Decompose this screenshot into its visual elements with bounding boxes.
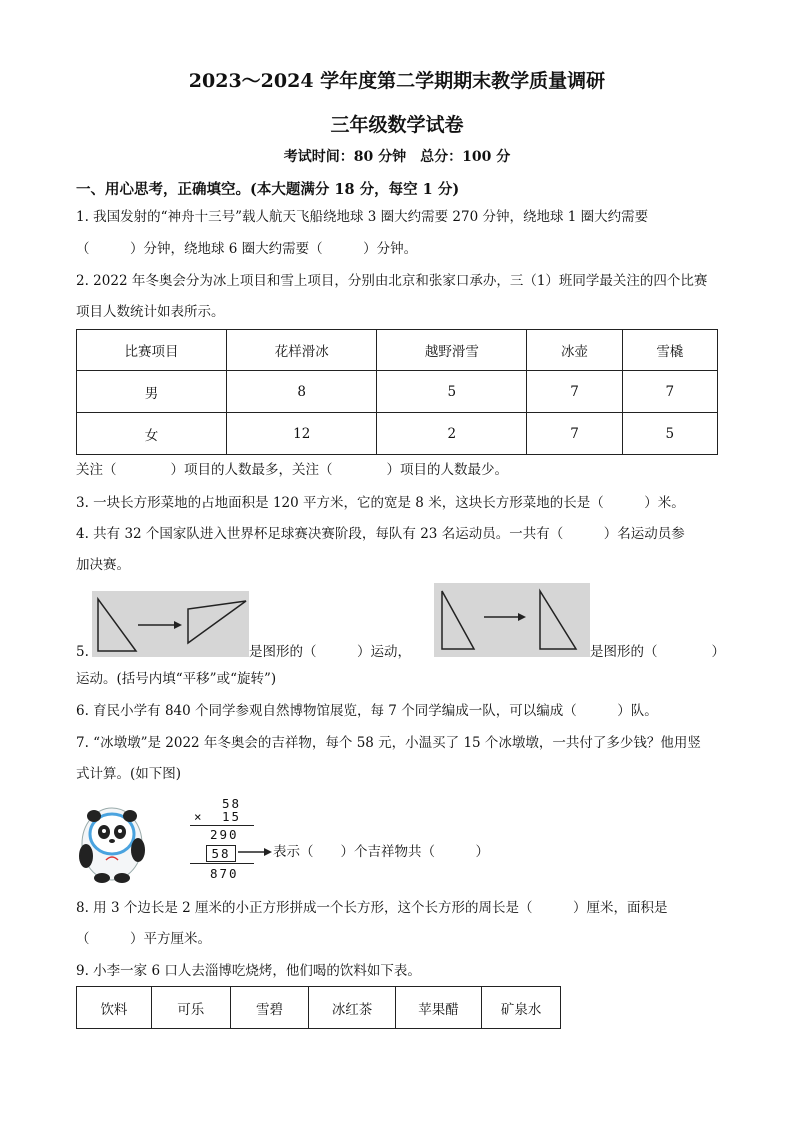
- q5-mid2: 是图形的（ ）: [590, 644, 725, 660]
- table-cell: 12: [227, 413, 377, 455]
- table-header-cell: 越野滑雪: [377, 330, 527, 371]
- multiplier: 15: [222, 809, 242, 824]
- table-header-cell: 雪橇: [622, 330, 717, 371]
- table-cell: 7: [527, 413, 622, 455]
- table-row: [77, 413, 718, 455]
- q7-line1: 7. “冰墩墩”是 2022 年冬奥会的吉祥物，每个 58 元，小温买了 15 个冰墩墩，一共付了多少钱？他用竖: [76, 735, 701, 751]
- partial-product-1: 290: [210, 827, 239, 842]
- table-header-cell: 冰红茶: [309, 987, 395, 1029]
- translation-figure-icon: [434, 583, 590, 657]
- q5-mid1: 是图形的（ ）运动，: [249, 644, 411, 660]
- calc-divider: [190, 825, 254, 826]
- translation-photo: [434, 583, 590, 657]
- section-heading: 一、用心思考，正确填空。(本大题满分 18 分，每空 1 分): [76, 181, 460, 198]
- table-header-cell: 苹果醋: [395, 987, 481, 1029]
- q6-line1: 6. 育民小学有 840 个同学参观自然博物馆展览，每 7 个同学编成一队，可以编成（ ）队。: [76, 703, 658, 719]
- q4-line2: 加决赛。: [76, 557, 130, 573]
- q9-line1: 9. 小李一家 6 口人去淄博吃烧烤，他们喝的饮料如下表。: [76, 963, 421, 979]
- drinks-table: [76, 986, 561, 1029]
- table-header-cell: 比赛项目: [77, 330, 227, 371]
- sports-table: [76, 329, 718, 455]
- q7-note: 表示（ ）个吉祥物共（ ）: [273, 844, 489, 860]
- table-cell: 8: [227, 371, 377, 413]
- mascot-icon: [72, 796, 152, 884]
- table-header-cell: 冰壶: [527, 330, 622, 371]
- table-cell: 5: [622, 413, 717, 455]
- q5-line2: 运动。(括号内填“平移”或“旋转”): [76, 671, 277, 687]
- table-cell: 男: [77, 371, 227, 413]
- table-header-cell: 可乐: [151, 987, 230, 1029]
- q8-line1: 8. 用 3 个边长是 2 厘米的小正方形拼成一个长方形，这个长方形的周长是（ ）厘米，面积是: [76, 900, 668, 916]
- q3-line1: 3. 一块长方形菜地的占地面积是 120 平方米，它的宽是 8 米，这块长方形菜地的长是（ ）米。: [76, 495, 685, 511]
- table-row: [77, 987, 561, 1029]
- table-row: [77, 371, 718, 413]
- rotation-figure-icon: [92, 591, 249, 657]
- q2-line2: 项目人数统计如表所示。: [76, 304, 225, 320]
- table-header-cell: 雪碧: [230, 987, 309, 1029]
- q1-line2: （ ）分钟，绕地球 6 圈大约需要（ ）分钟。: [76, 241, 418, 257]
- arrow-right-icon: [238, 846, 272, 858]
- table-cell: 7: [622, 371, 717, 413]
- vertical-multiplication: [188, 796, 308, 882]
- multiply-sign: ×: [194, 809, 202, 824]
- rotation-photo: [92, 591, 249, 657]
- exam-title: 2023～2024 学年度第二学期期末教学质量调研: [188, 70, 606, 92]
- table-cell: 7: [527, 371, 622, 413]
- exam-info: 考试时间：80 分钟 总分：100 分: [283, 149, 511, 165]
- table-header-cell: 矿泉水: [482, 987, 561, 1029]
- table-header-cell: 饮料: [77, 987, 152, 1029]
- q7-line2: 式计算。(如下图): [76, 766, 182, 782]
- table-cell: 5: [377, 371, 527, 413]
- q5-prefix: 5.: [76, 644, 89, 660]
- q1-line1: 1. 我国发射的“神舟十三号”载人航天飞船绕地球 3 圈大约需要 270 分钟，绕地球 1 圈大约需要: [76, 209, 649, 225]
- calc-divider: [190, 863, 254, 864]
- q4-line1: 4. 共有 32 个国家队进入世界杯足球赛决赛阶段，每队有 23 名运动员。一共有（ ）名运动员参: [76, 526, 685, 542]
- q2-line1: 2. 2022 年冬奥会分为冰上项目和雪上项目，分别由北京和张家口承办，三（1）班同学最关注的四个比赛: [76, 273, 708, 289]
- product-result: 870: [210, 866, 239, 881]
- table-cell: 2: [377, 413, 527, 455]
- table-row: [77, 330, 718, 371]
- exam-subtitle: 三年级数学试卷: [330, 114, 464, 136]
- partial-product-2: 58: [206, 845, 236, 862]
- q8-line2: （ ）平方厘米。: [76, 931, 211, 947]
- table-header-cell: 花样滑冰: [227, 330, 377, 371]
- multiplicand: 58: [222, 796, 242, 811]
- table-cell: 女: [77, 413, 227, 455]
- q2-after: 关注（ ）项目的人数最多，关注（ ）项目的人数最少。: [76, 462, 508, 478]
